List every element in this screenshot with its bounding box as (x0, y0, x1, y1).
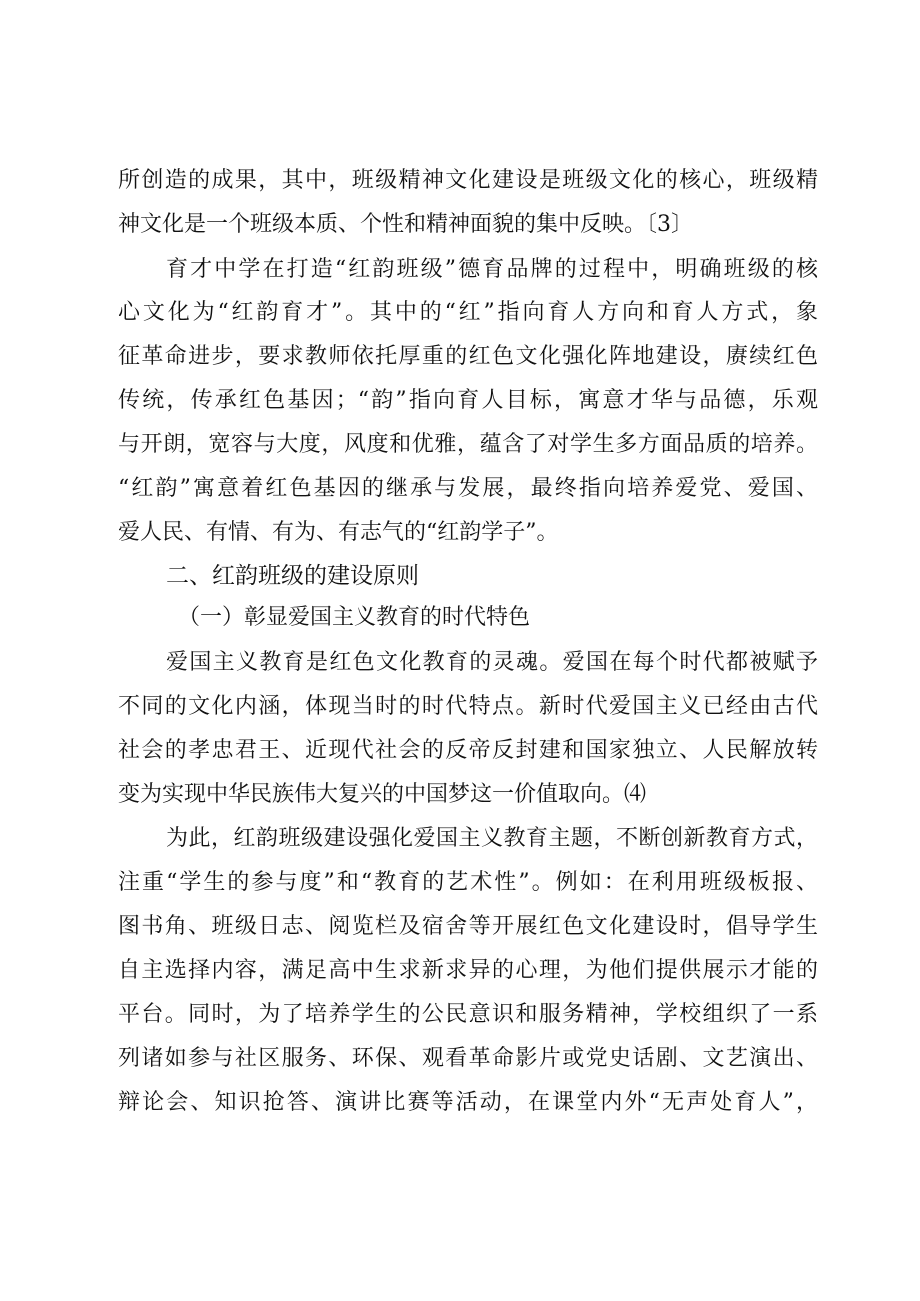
paragraph-line: 神文化是一个班级本质、个性和精神面貌的集中反映。〔3〕 (118, 212, 693, 237)
paragraph-line: 爱国主义教育是红色文化教育的灵魂。爱国在每个时代都被赋予 (166, 650, 818, 675)
paragraph-line: 图书角、班级日志、阅览栏及宿舍等开展红色文化建设时，倡导学生 (118, 914, 818, 939)
paragraph-line: 社会的孝忠君王、近现代社会的反帝反封建和国家独立、人民解放转 (118, 738, 818, 763)
paragraph-line: 为此，红韵班级建设强化爱国主义教育主题，不断创新教育方式， (166, 826, 818, 851)
subsection-heading: （一）彰显爱国主义教育的时代特色 (178, 605, 531, 630)
paragraph-line: 辩论会、知识抢答、演讲比赛等活动，在课堂内外“无声处育人”， (118, 1090, 818, 1115)
section-heading: 二、红韵班级的建设原则 (166, 563, 419, 589)
paragraph-line: “红韵”寓意着红色基因的继承与发展，最终指向培养爱党、爱国、 (118, 476, 818, 501)
paragraph-line: 注重“学生的参与度”和“教育的艺术性”。例如：在利用班级板报、 (118, 870, 818, 895)
paragraph-line: 征革命进步，要求教师依托厚重的红色文化强化阵地建设，赓续红色 (118, 344, 818, 369)
paragraph-line: 变为实现中华民族伟大复兴的中国梦这一价值取向。⑷ (118, 782, 647, 807)
paragraph-line: 不同的文化内涵，体现当时的时代特点。新时代爱国主义已经由古代 (118, 694, 818, 719)
paragraph-line: 列诸如参与社区服务、环保、观看革命影片或党史话剧、文艺演出、 (118, 1046, 818, 1071)
paragraph-line: 平台。同时，为了培养学生的公民意识和服务精神，学校组织了一系 (118, 1002, 818, 1027)
paragraph-line: 与开朗，宽容与大度，风度和优雅，蕴含了对学生多方面品质的培养。 (118, 432, 818, 457)
paragraph-line: 自主选择内容，满足高中生求新求异的心理，为他们提供展示才能的 (118, 958, 818, 983)
paragraph-line: 所创造的成果，其中，班级精神文化建设是班级文化的核心，班级精 (118, 168, 818, 193)
paragraph-line: 传统，传承红色基因；“韵”指向育人目标，寓意才华与品德，乐观 (118, 388, 818, 413)
paragraph-line: 爱人民、有情、有为、有志气的“红韵学子”。 (118, 520, 559, 545)
paragraph-line: 育才中学在打造“红韵班级”德育品牌的过程中，明确班级的核 (166, 257, 818, 282)
paragraph-line: 心文化为“红韵育才”。其中的“红”指向育人方向和育人方式，象 (118, 300, 818, 325)
